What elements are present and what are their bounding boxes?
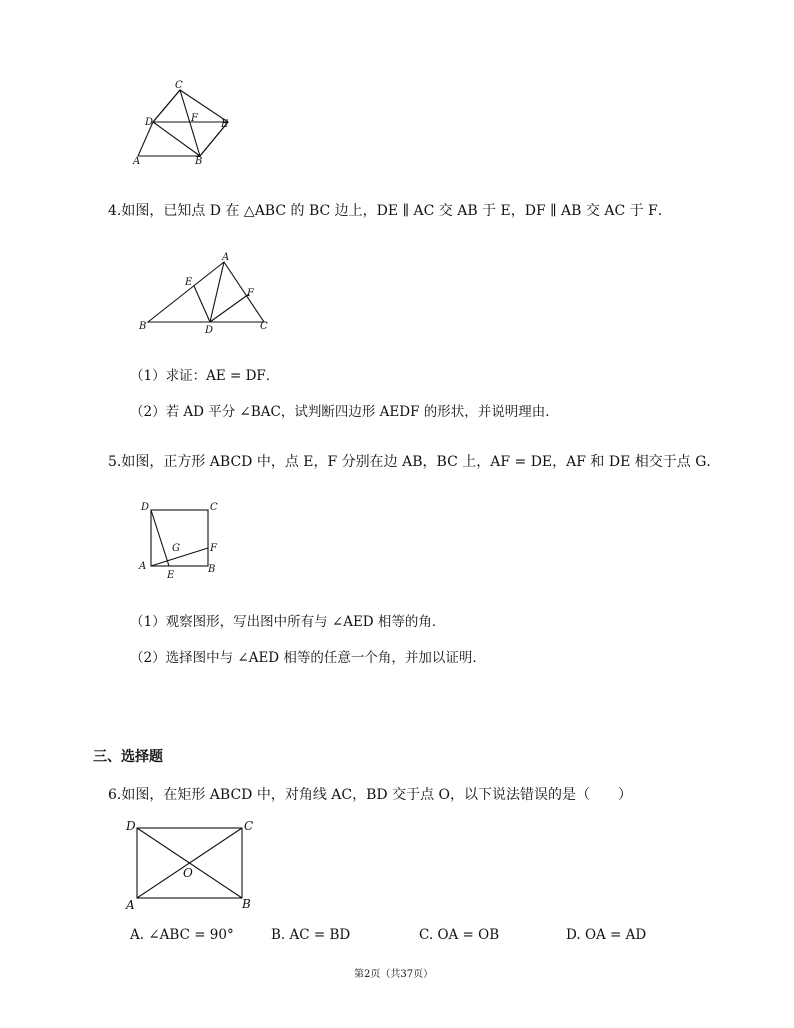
q6-figure-rectangle xyxy=(122,816,260,912)
q6-choice-b-text: AC = BD xyxy=(289,927,351,943)
q6-label-b: B xyxy=(242,897,251,911)
q4-label-d: D xyxy=(205,325,214,336)
figure-top-label-c: C xyxy=(175,80,183,91)
q4-label-f: F xyxy=(247,288,254,299)
q6-choice-a-text: ∠ABC = 90° xyxy=(148,927,234,943)
q6-choice-c[interactable] xyxy=(419,927,499,943)
q6-label-c: C xyxy=(244,819,254,833)
q6-choice-c-text: OA = OB xyxy=(437,927,500,943)
q5-label-c: C xyxy=(210,502,218,513)
figure-top-label-f: F xyxy=(191,113,198,124)
q5-part2: （2）选择图中与 ∠AED 相等的任意一个角，并加以证明． xyxy=(130,650,486,666)
figure-top-parallelogram xyxy=(128,78,240,166)
q6-choice-d-letter: D. xyxy=(566,927,581,943)
q6-choice-b-letter: B. xyxy=(271,927,286,943)
q6-choice-a[interactable] xyxy=(130,927,234,943)
q5-figure-square xyxy=(136,498,228,582)
figure-top-label-e: E xyxy=(221,119,229,130)
q6-choice-a-letter: A. xyxy=(130,927,145,943)
q4-label-a: A xyxy=(222,252,230,263)
q5-label-b: B xyxy=(208,564,216,575)
q4-label-b: B xyxy=(139,321,147,332)
q4-figure-triangle xyxy=(136,250,272,336)
q4-stem: 4.如图，已知点 D 在 △ABC 的 BC 边上，DE ∥ AC 交 AB 于 E，DF ∥ AB 交 AC 于 F． xyxy=(108,203,672,219)
q4-label-c: C xyxy=(260,321,268,332)
section-title: 三、选择题 xyxy=(93,749,163,765)
q6-choice-d-text: OA = AD xyxy=(584,927,647,943)
q6-stem: 6.如图，在矩形 ABCD 中，对角线 AC，BD 交于点 O，以下说法错误的是（ ） xyxy=(108,787,633,803)
q5-label-f: F xyxy=(210,543,217,554)
figure-top-label-b: B xyxy=(195,156,203,166)
q6-label-o: O xyxy=(183,866,193,880)
q6-choice-d[interactable] xyxy=(566,927,646,943)
q6-label-a: A xyxy=(126,898,135,912)
q6-choice-b[interactable] xyxy=(271,927,350,943)
q5-label-d: D xyxy=(141,502,150,513)
q5-label-g: G xyxy=(172,543,180,554)
figure-top-line-db xyxy=(153,122,200,156)
q6-choice-c-letter: C. xyxy=(419,927,434,943)
q5-label-a: A xyxy=(139,561,147,572)
q4-part1: （1）求证：AE = DF． xyxy=(130,368,280,384)
q4-line-de xyxy=(194,286,210,322)
q6-label-d: D xyxy=(126,819,136,833)
q5-part1: （1）观察图形，写出图中所有与 ∠AED 相等的角． xyxy=(130,614,446,630)
q5-label-e: E xyxy=(167,570,175,581)
q5-stem: 5.如图，正方形 ABCD 中，点 E，F 分别在边 AB，BC 上，AF = DE，AF 和 DE 相交于点 G． xyxy=(108,454,721,470)
figure-top-label-d: D xyxy=(145,117,154,128)
q4-part2: （2）若 AD 平分 ∠BAC，试判断四边形 AEDF 的形状，并说明理由． xyxy=(130,404,559,420)
page-footer: 第2页（共37页） xyxy=(354,969,434,980)
figure-top-line-dc xyxy=(153,90,180,122)
q5-line-de xyxy=(151,510,169,566)
q4-label-e: E xyxy=(185,277,193,288)
figure-top-label-a: A xyxy=(133,156,141,166)
